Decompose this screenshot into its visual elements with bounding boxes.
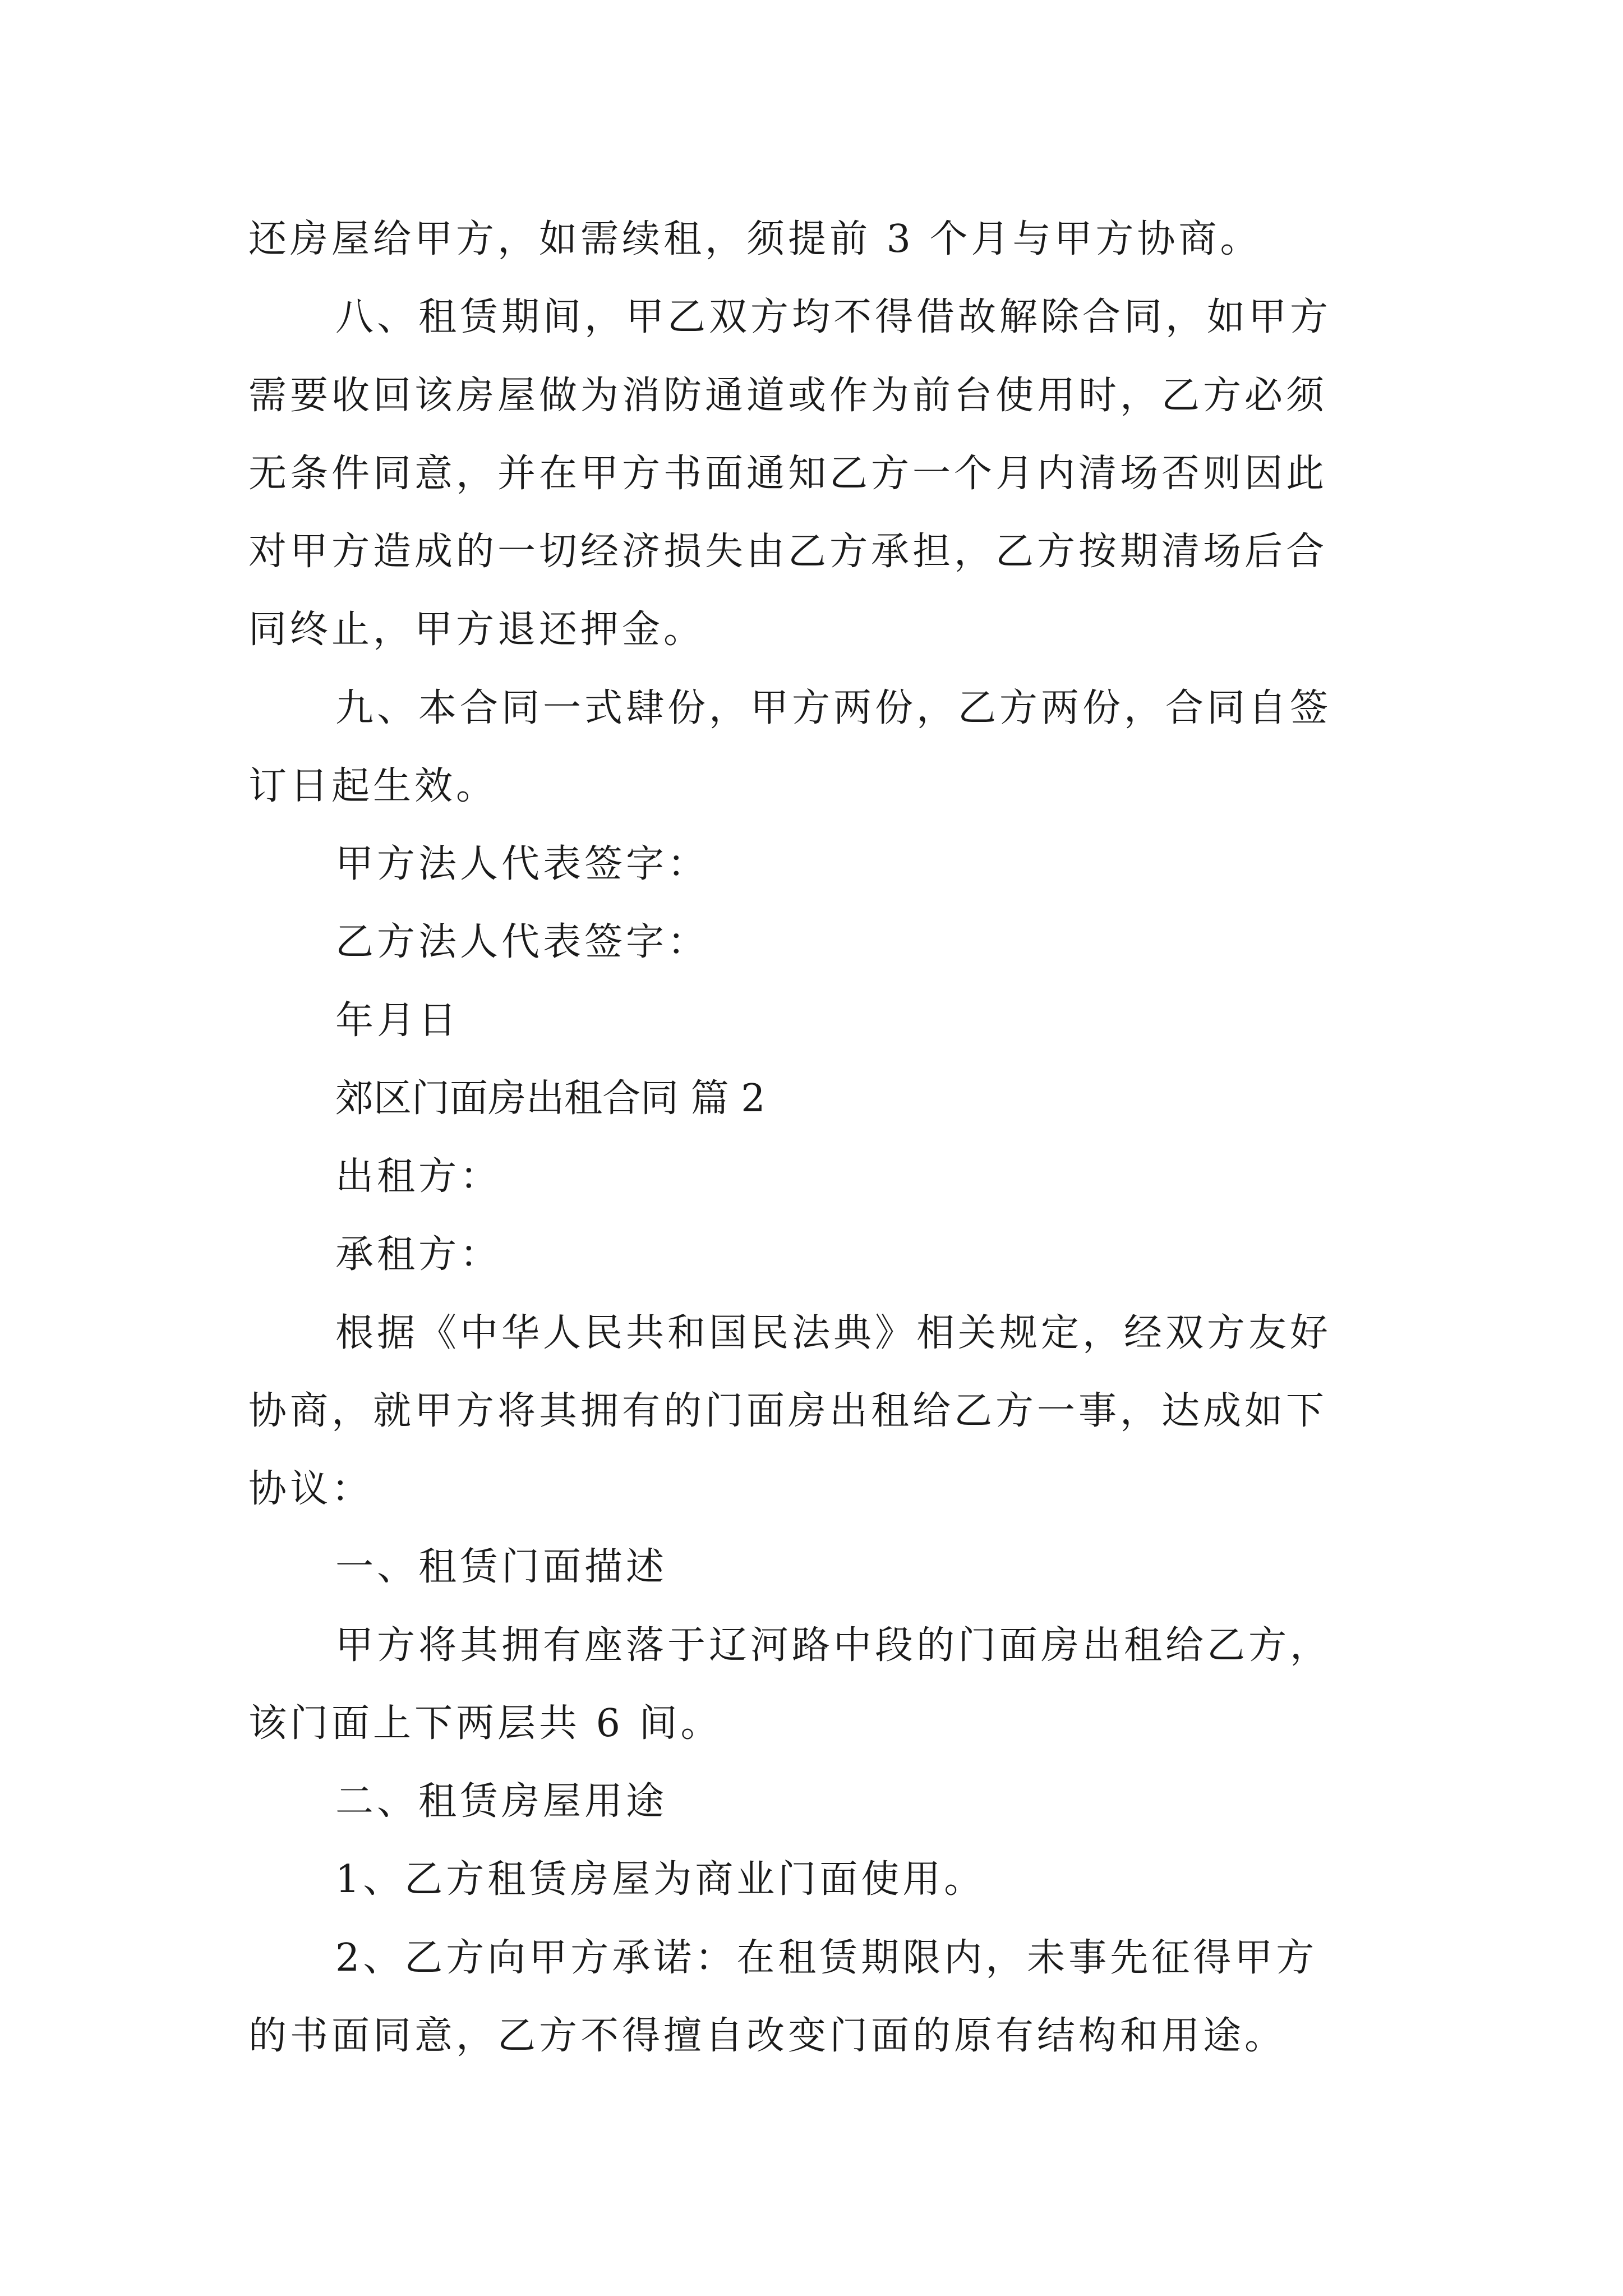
clause-8-line: 八、租赁期间，甲乙双方均不得借故解除合同，如甲方 [335, 295, 1332, 339]
paragraph-line: 协商，就甲方将其拥有的门面房出租给乙方一事，达成如下 [248, 1389, 1328, 1433]
preamble-line: 根据《中华人民共和国民法典》相关规定，经双方友好 [335, 1311, 1332, 1355]
paragraph-line: 协议： [248, 1467, 374, 1511]
section-title: 郊区门面房出租合同 篇 2 [335, 1076, 766, 1121]
lessor-label: 出租方： [335, 1154, 502, 1199]
party-a-signature-label: 甲方法人代表签字： [335, 842, 709, 886]
paragraph-line: 无条件同意，并在甲方书面通知乙方一个月内清场否则因此 [248, 452, 1328, 496]
clause-9-line: 九、本合同一式肆份，甲方两份，乙方两份，合同自签 [335, 686, 1332, 730]
lessee-label: 承租方： [335, 1232, 502, 1277]
list-item: 1、乙方租赁房屋为商业门面使用。 [335, 1857, 986, 1902]
heading-2: 二、租赁房屋用途 [335, 1779, 668, 1824]
paragraph-line: 的书面同意，乙方不得擅自改变门面的原有结构和用途。 [248, 2014, 1287, 2058]
paragraph-line: 订日起生效。 [248, 764, 498, 808]
heading-1: 一、租赁门面描述 [335, 1545, 668, 1589]
party-b-signature-label: 乙方法人代表签字： [335, 920, 709, 964]
paragraph-line: 甲方将其拥有座落于辽河路中段的门面房出租给乙方， [335, 1623, 1332, 1668]
paragraph-line: 需要收回该房屋做为消防通道或作为前台使用时，乙方必须 [248, 374, 1328, 418]
list-item: 2、乙方向甲方承诺：在租赁期限内，未事先征得甲方 [335, 1936, 1318, 1980]
paragraph-line: 对甲方造成的一切经济损失由乙方承担，乙方按期清场后合 [248, 530, 1328, 574]
paragraph-line: 该门面上下两层共 6 间。 [248, 1701, 722, 1746]
date-label: 年月日 [335, 999, 460, 1043]
paragraph-line: 同终止，甲方退还押金。 [248, 608, 706, 652]
paragraph-line: 还房屋给甲方，如需续租，须提前 3 个月与甲方协商。 [248, 217, 1262, 261]
